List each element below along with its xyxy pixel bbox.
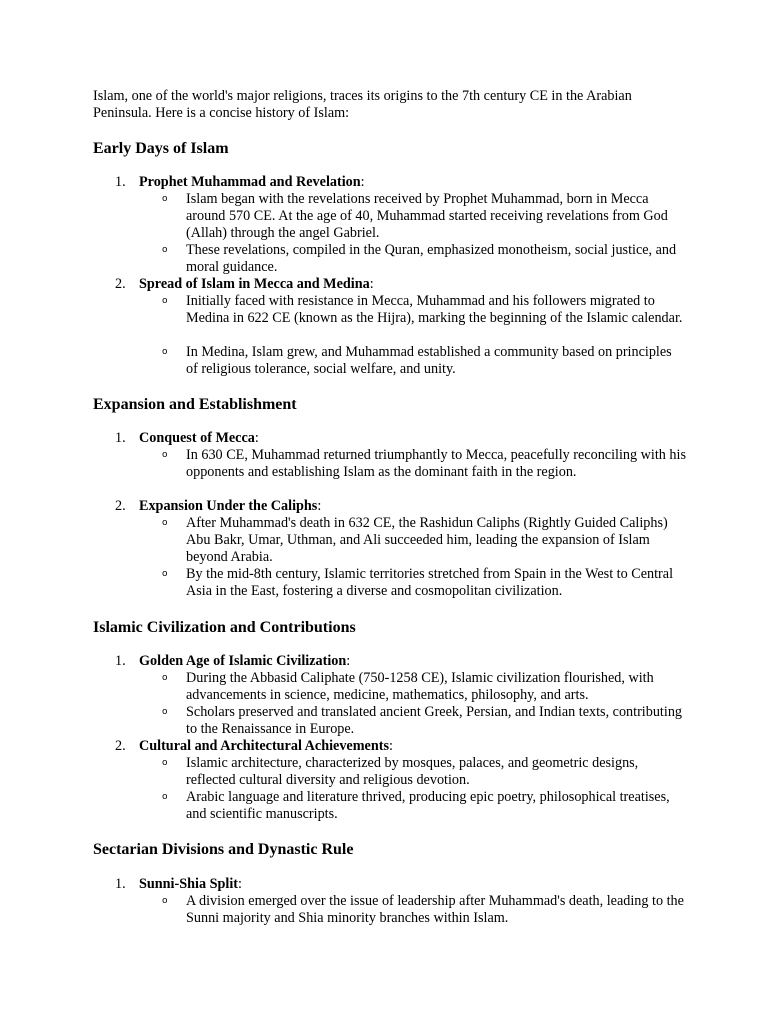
list-item-title-text: Conquest of Mecca [139,430,255,446]
list-sub-item: Scholars preserved and translated ancient Greek, Persian, and Indian texts, contributing to the Renaissance in Europe. [186,704,683,737]
bullet-icon: o [162,296,168,306]
list-number: 1. [115,876,126,892]
list-item-title-text: Expansion Under the Caliphs [139,498,318,514]
bullet-icon: o [162,569,168,579]
list-sub-item: Islam began with the revelations received by Prophet Muhammad, born in Mecca around 570 CE. At the age of 40, Muhammad started receiving revelations from God (Allah) through the angel Gabriel. [186,191,668,241]
list-item-title [139,276,374,293]
title-colon: : [346,653,351,669]
list-item-title [139,653,350,670]
list-item-title-text: Sunni-Shia Split [139,876,238,892]
list-sub-item: During the Abbasid Caliphate (750-1258 CE), Islamic civilization flourished, with advancements in science, medicine, mathematics, philosophy, and arts. [186,670,654,703]
list-sub-item: Arabic language and literature thrived, producing epic poetry, philosophical treatises, and scientific manuscripts. [186,789,670,822]
list-sub-item: A division emerged over the issue of leadership after Muhammad's death, leading to the Sunni majority and Shia minority branches within Islam. [186,893,684,926]
list-number: 1. [115,430,126,446]
section-heading-civilization: Islamic Civilization and Contributions [93,619,356,636]
list-sub-item: By the mid-8th century, Islamic territories stretched from Spain in the West to Central Asia in the East, fostering a diverse and cosmopolitan civilization. [186,566,674,599]
bullet-icon: o [162,450,168,460]
bullet-icon: o [162,896,168,906]
intro-paragraph: Islam, one of the world's major religions, traces its origins to the 7th century CE in the Arabian Peninsula. Here is a concise history of Islam: [93,88,632,121]
list-sub-item: In Medina, Islam grew, and Muhammad established a community based on principles of religious tolerance, social welfare, and unity. [186,344,672,377]
list-number: 2. [115,498,126,514]
list-item-title [139,876,242,893]
list-item-title [139,498,321,515]
list-number: 1. [115,174,126,190]
bullet-icon: o [162,707,168,717]
list-item-title [139,738,393,755]
list-sub-item: Islamic architecture, characterized by mosques, palaces, and geometric designs, reflected cultural diversity and religious devotion. [186,755,639,788]
bullet-icon: o [162,673,168,683]
bullet-icon: o [162,758,168,768]
list-sub-item: These revelations, compiled in the Quran, emphasized monotheism, social justice, and moral guidance. [186,242,677,275]
list-item-title-text: Golden Age of Islamic Civilization [139,653,347,669]
list-number: 2. [115,738,126,754]
list-number: 1. [115,653,126,669]
list-sub-item: After Muhammad's death in 632 CE, the Rashidun Caliphs (Rightly Guided Caliphs) Abu Bakr, Umar, Uthman, and Ali succeeded him, leading the expansion of Islam beyond Arabia. [186,515,668,565]
title-colon: : [360,174,365,190]
bullet-icon: o [162,792,168,802]
list-item-title [139,430,259,447]
title-colon: : [317,498,322,514]
title-colon: : [254,430,259,446]
section-heading-sectarian: Sectarian Divisions and Dynastic Rule [93,841,354,858]
title-colon: : [388,738,393,754]
list-sub-item: Initially faced with resistance in Mecca, Muhammad and his followers migrated to Medina in 622 CE (known as the Hijra), marking the beginning of the Islamic calendar. [186,293,683,326]
bullet-icon: o [162,245,168,255]
list-item-title-text: Prophet Muhammad and Revelation [139,174,361,190]
section-heading-expansion: Expansion and Establishment [93,396,297,413]
title-colon: : [237,876,242,892]
bullet-icon: o [162,518,168,528]
bullet-icon: o [162,194,168,204]
list-number: 2. [115,276,126,292]
bullet-icon: o [162,347,168,357]
list-item-title [139,174,365,191]
list-sub-item: In 630 CE, Muhammad returned triumphantly to Mecca, peacefully reconciling with his opponents and establishing Islam as the dominant faith in the region. [186,447,686,480]
section-heading-early-days: Early Days of Islam [93,140,229,157]
list-item-title-text: Cultural and Architectural Achievements [139,738,389,754]
title-colon: : [369,276,374,292]
list-item-title-text: Spread of Islam in Mecca and Medina [139,276,370,292]
